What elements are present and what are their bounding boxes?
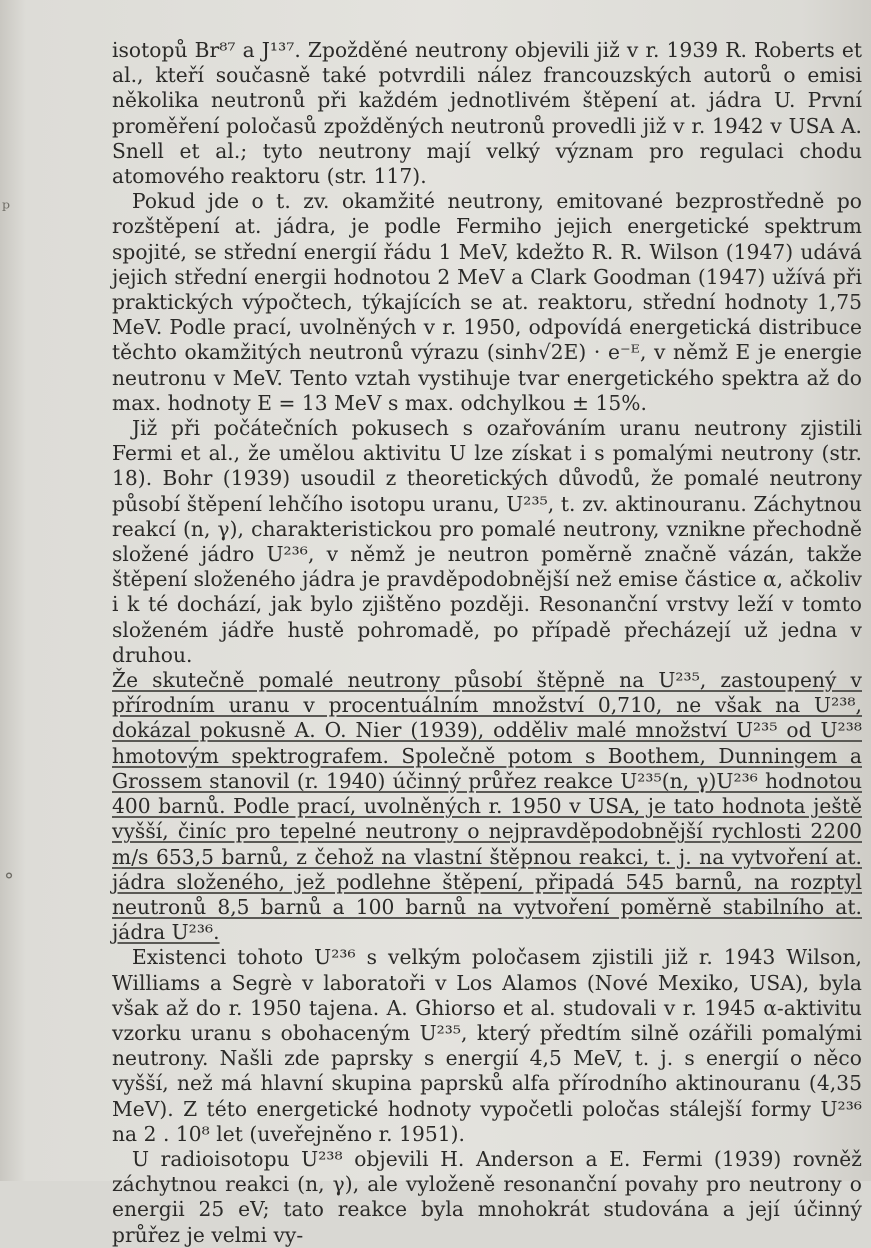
paragraph-5: Existenci tohoto U²³⁶ s velkým poločasem zjistili již r. 1943 Wilson, Williams a Segrè v laboratoři v Los Alamos (Nové Mexiko, USA), byla však až do r. 1950 tajena. A. Ghiorso et al. studovali v r. 1945 α-aktivitu vzorku uranu s obohaceným U²³⁵, který předtím silně ozářili pomalými neutrony. Našli zde paprsky s energií 4,5 MeV, t. j. s energií o něco vyšší, než má hlavní skupina paprsků alfa přírodního aktinouranu (4,35 MeV). Z této energetické hodnoty vypočetli poločas stálejší formy U²³⁶ na 2 . 10⁸ let (uveřejněno r. 1951).: [112, 945, 862, 1146]
page-text-block: [112, 38, 862, 1248]
paragraph-2: Pokud jde o t. zv. okamžité neutrony, emitované bezprostředně po rozštěpení at. jádra, je podle Fermiho jejich energetické spektrum spojité, se střední energií řádu 1 MeV, kdežto R. R. Wilson (1947) udává jejich střední energii hodnotou 2 MeV a Clark Goodman (1947) užívá při praktických výpočtech, týkajících se at. reaktoru, střední hodnoty 1,75 MeV. Podle prací, uvolněných v r. 1950, odpovídá energetická distribuce těchto okamžitých neutronů výrazu (sinh√2E) · e⁻ᴱ, v němž E je energie neutronu v MeV. Tento vztah vystihuje tvar energetického spektra až do max. hodnoty E = 13 MeV s max. odchylkou ± 15%.: [112, 189, 862, 415]
paragraph-4-underlined: Že skutečně pomalé neutrony působí štěpně na U²³⁵, zastoupený v přírodním uranu v procentuálním množství 0,710, ne však na U²³⁸, dokázal pokusně A. O. Nier (1939), odděliv malé množství U²³⁵ od U²³⁸ hmotovým spektrografem. Společně potom s Boothem, Dunningem a Grossem stanovil (r. 1940) účinný průřez reakce U²³⁵(n, γ)U²³⁶ hodnotou 400 barnů. Podle prací, uvolněných r. 1950 v USA, je tato hodnota ještě vyšší, činíc pro tepelné neutrony o nejpravděpodobnější rychlosti 2200 m/s 653,5 barnů, z čehož na vlastní štěpnou reakci, t. j. na vytvoření at. jádra složeného, jež podlehne štěpení, připadá 545 barnů, na rozptyl neutronů 8,5 barnů a 100 barnů na vytvoření poměrně stabilního at. jádra U²³⁶.: [112, 668, 862, 945]
paragraph-6: U radioisotopu U²³⁸ objevili H. Anderson a E. Fermi (1939) rovněž záchytnou reakci (n, γ), ale vyloženě resonanční povahy pro neutrony o energii 25 eV; tato reakce byla mnohokrát studována a její účinný průřez je velmi vy-: [112, 1146, 862, 1247]
margin-mark-top: ᵖ: [2, 196, 10, 220]
paragraph-3: Již při počátečních pokusech s ozařováním uranu neutrony zjistili Fermi et al., že umělou aktivitu U lze získat i s pomalými neutrony (str. 18). Bohr (1939) usoudil z theoretických důvodů, že pomalé neutrony působí štěpení lehčího isotopu uranu, U²³⁵, t. zv. aktinouranu. Záchytnou reakcí (n, γ), charakteristickou pro pomalé neutrony, vznikne přechodně složené jádro U²³⁶, v němž je neutron poměrně značně vázán, takže štěpení složeného jádra je pravděpodobnější než emise částice α, ačkoliv i k té dochází, jak bylo zjištěno později. Resonanční vrstvy leží v tomto složeném jádře hustě pohromadě, po případě přecházejí už jedna v druhou.: [112, 416, 862, 667]
margin-mark-bottom: °: [4, 868, 14, 892]
paragraph-1: isotopů Br⁸⁷ a J¹³⁷. Zpožděné neutrony objevili již v r. 1939 R. Roberts et al., kteří současně také potvrdili nález francouzských autorů o emisi několika neutronů při každém jednotlivém štěpení at. jádra U. První proměření poločasů zpožděných neutronů provedli již v r. 1942 v USA A. Snell et al.; tyto neutrony mají velký význam pro regulaci chodu atomového reaktoru (str. 117).: [112, 38, 862, 189]
